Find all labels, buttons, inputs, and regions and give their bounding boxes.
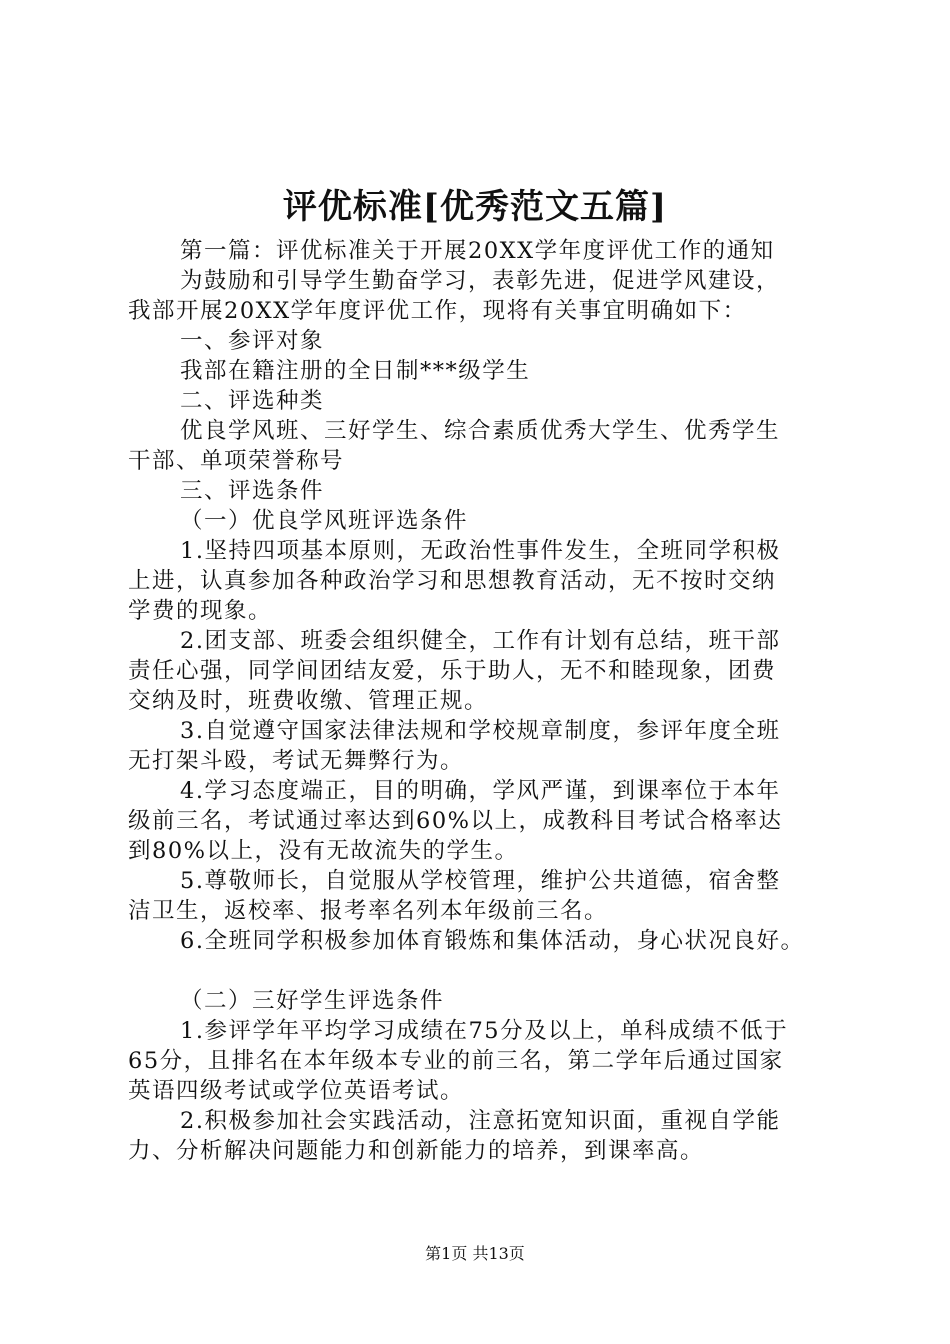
page-number-footer: 第1页 共13页 [425, 1244, 525, 1263]
paragraph-line: 英语四级考试或学位英语考试。 [128, 1078, 465, 1104]
paragraph-line: 2.积极参加社会实践活动，注意拓宽知识面，重视自学能 [180, 1108, 781, 1134]
paragraph-line: 第一篇：评优标准关于开展20XX学年度评优工作的通知 [180, 238, 775, 264]
paragraph-line: 2.团支部、班委会组织健全，工作有计划有总结，班干部 [180, 628, 781, 654]
subsection-heading: （二）三好学生评选条件 [180, 988, 445, 1014]
paragraph-line: 3.自觉遵守国家法律法规和学校规章制度，参评年度全班 [180, 718, 781, 744]
paragraph-line: 交纳及时，班费收缴、管理正规。 [128, 688, 489, 714]
paragraph-line: 级前三名，考试通过率达到60%以上，成教科目考试合格率达 [128, 808, 783, 834]
paragraph-line: 上进，认真参加各种政治学习和思想教育活动，无不按时交纳 [128, 568, 777, 594]
paragraph-line: 我部在籍注册的全日制***级学生 [180, 358, 531, 384]
paragraph-line: 6.全班同学积极参加体育锻炼和集体活动，身心状况良好。 [180, 928, 805, 954]
paragraph-line: 洁卫生，返校率、报考率名列本年级前三名。 [128, 898, 609, 924]
paragraph-line: 1.参评学年平均学习成绩在75分及以上，单科成绩不低于 [180, 1018, 789, 1044]
paragraph-line: 65分，且排名在本年级本专业的前三名，第二学年后通过国家 [128, 1048, 784, 1074]
paragraph-line: 优良学风班、三好学生、综合素质优秀大学生、优秀学生 [180, 418, 781, 444]
paragraph-line: 4.学习态度端正，目的明确，学风严谨，到课率位于本年 [180, 778, 781, 804]
document-body [128, 236, 840, 1166]
paragraph-line: 责任心强，同学间团结友爱，乐于助人，无不和睦现象，团费 [128, 658, 777, 684]
blank-line [128, 956, 840, 986]
paragraph-line: 为鼓励和引导学生勤奋学习，表彰先进，促进学风建设， [180, 268, 781, 294]
paragraph-line: 干部、单项荣誉称号 [128, 448, 345, 474]
section-heading: 三、评选条件 [180, 478, 325, 504]
paragraph-line: 力、分析解决问题能力和创新能力的培养，到课率高。 [128, 1138, 705, 1164]
paragraph-line: 学费的现象。 [128, 598, 273, 624]
subsection-heading: （一）优良学风班评选条件 [180, 508, 469, 534]
paragraph-line: 5.尊敬师长，自觉服从学校管理，维护公共道德，宿舍整 [180, 868, 781, 894]
document-title: 评优标准[优秀范文五篇] [282, 187, 668, 227]
paragraph-line: 到80%以上，没有无故流失的学生。 [128, 838, 519, 864]
paragraph-line: 1.坚持四项基本原则，无政治性事件发生，全班同学积极 [180, 538, 781, 564]
section-heading: 二、评选种类 [180, 388, 325, 414]
paragraph-line: 我部开展20XX学年度评优工作，现将有关事宜明确如下： [128, 298, 747, 324]
paragraph-line: 无打架斗殴，考试无舞弊行为。 [128, 748, 465, 774]
section-heading: 一、参评对象 [180, 328, 325, 354]
